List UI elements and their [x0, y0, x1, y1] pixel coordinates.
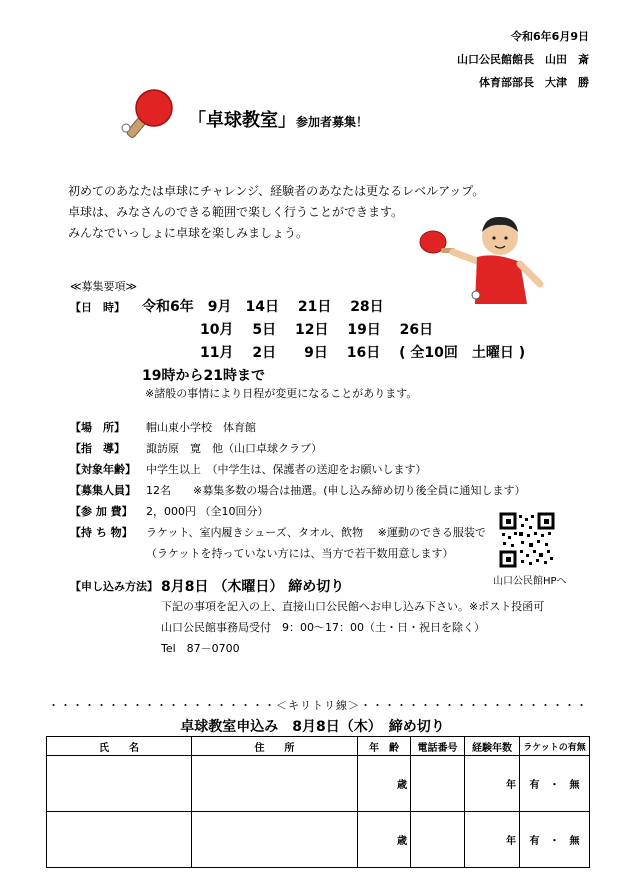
form-row: [47, 756, 590, 812]
schedule-row-1: 令和6年 9月 14日 21日 28日: [142, 299, 384, 315]
capacity-label: 【募集人員】: [70, 484, 136, 497]
qr-code-icon[interactable]: [499, 512, 555, 568]
header-name: 氏 名: [47, 737, 192, 756]
intro-line-3: みんなでいっしょに卓球を楽しみましょう。: [68, 226, 309, 240]
cut-line: ・・・・・・・・・・・・・・・・・・・＜キリトリ線＞・・・・・・・・・・・・・・・・・・・: [48, 699, 588, 712]
instructor-value: 諏訪原 寛 他（山口卓球クラブ）: [146, 442, 323, 455]
header-experience: 経験年数: [465, 737, 520, 756]
venue-value: 帽山東小学校 体育館: [146, 421, 256, 434]
section-heading: ≪募集要項≫: [70, 280, 138, 293]
name-field[interactable]: [47, 812, 192, 868]
schedule-row-2: 10月 5日 12日 19日 26日: [200, 322, 434, 338]
age-field[interactable]: 歳: [358, 812, 411, 868]
racket-field[interactable]: 有 ・ 無: [520, 756, 590, 812]
form-row: [47, 812, 590, 868]
ping-pong-racket-icon: [118, 86, 180, 144]
form-title: 卓球教室申込み 8月8日（木） 締め切り: [180, 719, 445, 735]
experience-field[interactable]: 年: [465, 812, 520, 868]
form-header-row: [47, 737, 590, 756]
address-field[interactable]: [192, 812, 358, 868]
belongings-label: 【持 ち 物】: [70, 526, 133, 539]
age-label: 【対象年齢】: [70, 463, 136, 476]
racket-field[interactable]: 有 ・ 無: [520, 812, 590, 868]
fee-value: 2，000円 （全10回分）: [146, 505, 269, 518]
address-field[interactable]: [192, 756, 358, 812]
fee-label: 【参 加 費】: [70, 505, 133, 518]
phone-field[interactable]: [411, 756, 465, 812]
sender-sports: 体育部部長 大津 勝: [479, 76, 589, 89]
header-age: 年 齢: [358, 737, 411, 756]
schedule-note: ※諸般の事情により日程が変更になることがあります。: [145, 387, 418, 400]
application-form-table: [46, 736, 590, 868]
issue-date: 令和6年6月9日: [511, 30, 589, 43]
application-line-2: 山口公民館事務局受付 9：00～17：00（土・日・祝日を除く）: [161, 621, 485, 634]
age-field[interactable]: 歳: [358, 756, 411, 812]
capacity-value: 12名 ※募集多数の場合は抽選。(申し込み締め切り後全員に通知します）: [146, 484, 526, 497]
schedule-label: 【日 時】: [70, 301, 125, 314]
instructor-label: 【指 導】: [70, 442, 125, 455]
schedule-row-3: 11月 2日 9日 16日 ( 全10回 土曜日 ): [200, 345, 526, 361]
table-tennis-player-illustration: [415, 212, 550, 307]
belongings-note: （ラケットを持っていない方には、当方で若干数用意します）: [146, 547, 454, 560]
schedule-time: 19時から21時まで: [142, 368, 265, 384]
header-racket: ラケットの有無: [520, 737, 590, 756]
name-field[interactable]: [47, 756, 192, 812]
application-phone: Tel 87－0700: [161, 642, 240, 655]
intro-line-1: 初めてのあなたは卓球にチャレンジ、経験者のあなたは更なるレベルアップ。: [68, 184, 485, 198]
page-title: 「卓球教室」参加者募集！: [188, 110, 369, 131]
header-phone: 電話番号: [411, 737, 465, 756]
belongings-value: ラケット、室内履きシューズ、タオル、飲物 ※運動のできる服装で: [146, 526, 486, 539]
venue-label: 【場 所】: [70, 421, 125, 434]
application-line-1: 下記の事項を記入の上、直接山口公民館へお申し込み下さい。※ポスト投函可: [161, 600, 545, 613]
header-address: 住 所: [192, 737, 358, 756]
qr-caption: 山口公民館HPへ: [493, 576, 567, 587]
application-deadline: 8月8日 （木曜日） 締め切り: [161, 579, 345, 595]
intro-line-2: 卓球は、みなさんのできる範囲で楽しく行うことができます。: [68, 205, 404, 219]
phone-field[interactable]: [411, 812, 465, 868]
experience-field[interactable]: 年: [465, 756, 520, 812]
age-value: 中学生以上 （中学生は、保護者の送迎をお願いします）: [146, 463, 427, 476]
application-label: 【申し込み方法】: [70, 580, 158, 593]
title-sub: 参加者募集！: [296, 115, 369, 129]
sender-director: 山口公民館館長 山田 斎: [457, 53, 589, 66]
